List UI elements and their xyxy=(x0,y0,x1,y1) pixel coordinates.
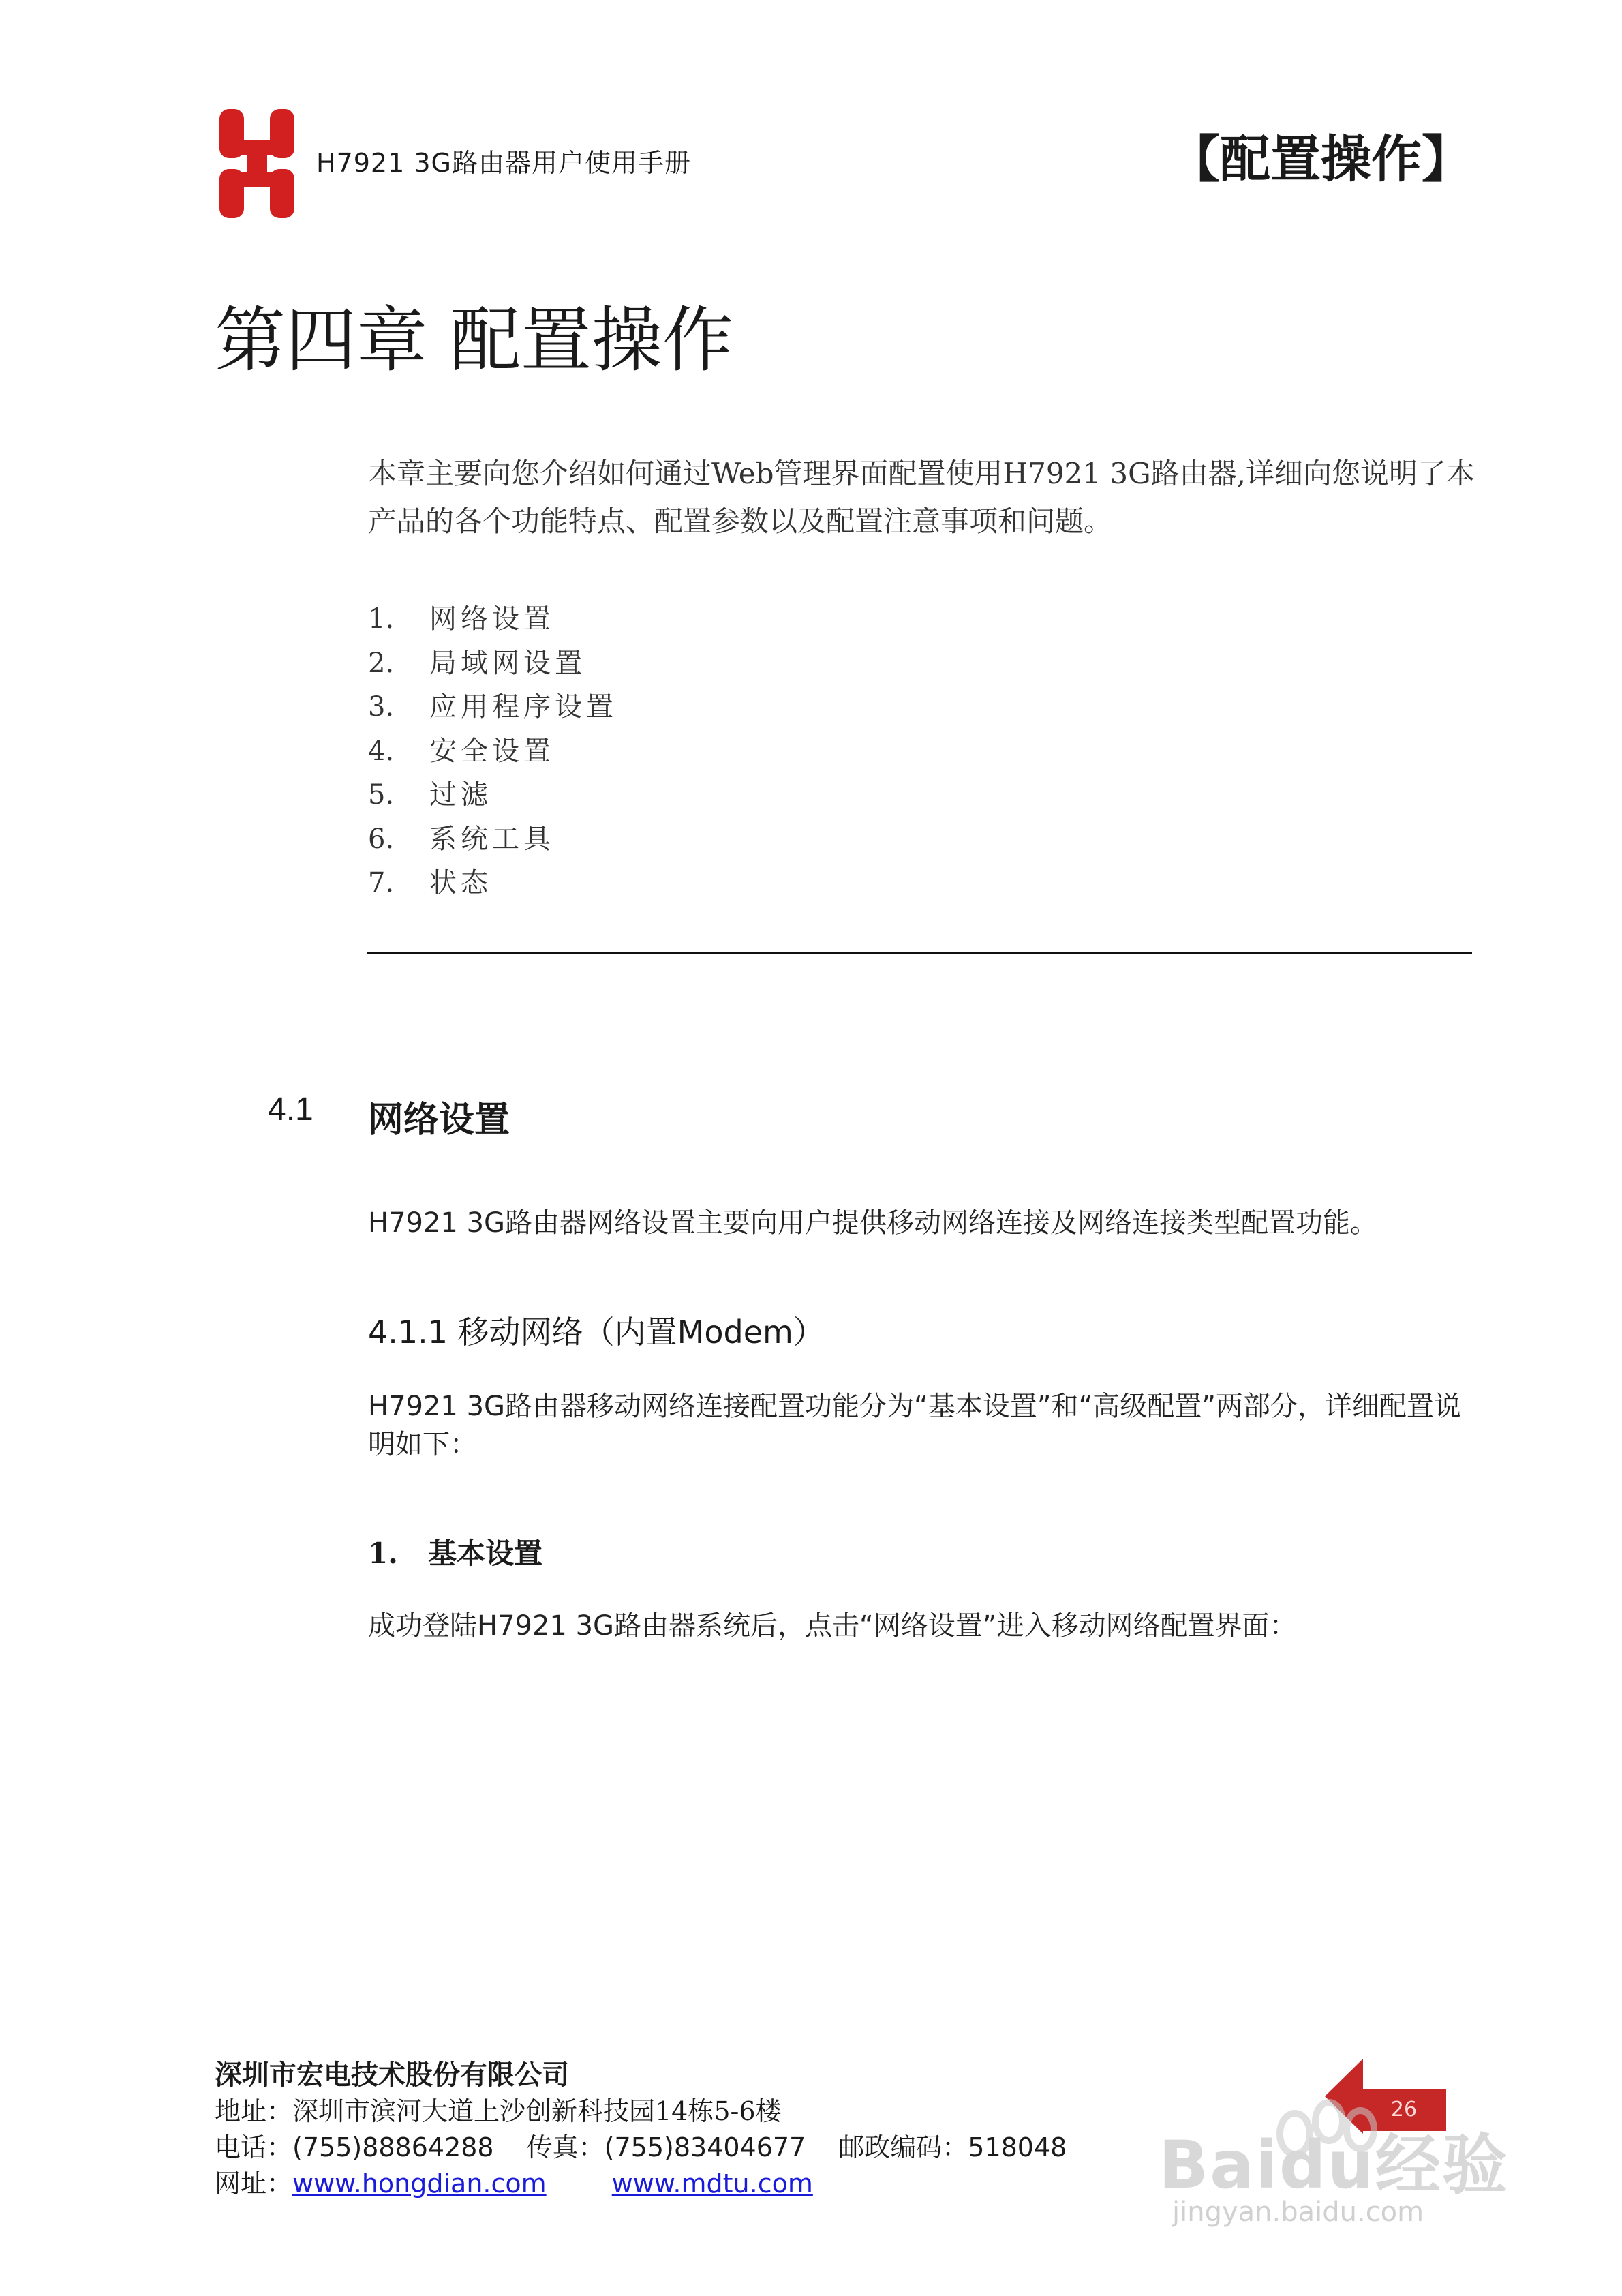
footer-zip: 518048 xyxy=(968,2132,1067,2162)
subsection-title: 4.1.1 移动网络（内置Modem） xyxy=(368,1314,825,1350)
basic-settings-number: 1. xyxy=(368,1537,398,1570)
footer-contact xyxy=(215,2130,1067,2166)
footer-zip-label: 邮政编码： xyxy=(838,2132,968,2162)
toc-item-number: 3. xyxy=(368,691,395,723)
toc-item-number: 5. xyxy=(368,779,395,811)
footer-fax: (755)83404677 xyxy=(604,2132,806,2162)
toc-item-label: 系统工具 xyxy=(429,823,555,855)
toc-item xyxy=(368,773,617,817)
footer-web-label: 网址： xyxy=(215,2169,293,2199)
company-logo xyxy=(219,109,294,218)
toc-item-number: 2. xyxy=(368,647,395,679)
section-divider xyxy=(367,952,1472,954)
watermark-url: jingyan.baidu.com xyxy=(1172,2196,1424,2228)
toc-item-number: 6. xyxy=(368,823,395,855)
toc-item xyxy=(368,817,617,862)
toc-item-number: 7. xyxy=(368,867,395,898)
toc-item-label: 应用程序设置 xyxy=(429,691,617,723)
toc-item-number: 1. xyxy=(368,603,395,635)
toc-item-label: 局域网设置 xyxy=(429,647,586,679)
header-section-tag: 【配置操作】 xyxy=(1169,130,1472,189)
toc-item-number: 4. xyxy=(368,735,395,767)
watermark-text: Baidu经验 xyxy=(1159,2127,1509,2203)
page-number-badge: 26 xyxy=(1362,2089,1446,2131)
chapter-intro: 本章主要向您介绍如何通过Web管理界面配置使用H7921 3G路由器,详细向您说明了本产品的各个功能特点、配置参数以及配置注意事项和问题。 xyxy=(368,457,1475,538)
subsection-text: H7921 3G路由器移动网络连接配置功能分为“基本设置”和“高级配置”两部分，详细配置说明如下： xyxy=(368,1391,1461,1460)
toc-item-label: 网络设置 xyxy=(429,603,555,635)
page-footer xyxy=(215,2057,1067,2202)
basic-settings-text: 成功登陆H7921 3G路由器系统后，点击“网络设置”进入移动网络配置界面： xyxy=(368,1610,1297,1642)
section-description: H7921 3G路由器网络设置主要向用户提供移动网络连接及网络连接类型配置功能。 xyxy=(368,1207,1378,1239)
header-doc-title: H7921 3G路由器用户使用手册 xyxy=(316,148,691,178)
footer-address: 地址：深圳市滨河大道上沙创新科技园14栋5-6楼 xyxy=(215,2096,782,2126)
toc-item xyxy=(368,685,617,729)
toc-item xyxy=(368,641,617,686)
chapter-title: 第四章 配置操作 xyxy=(215,299,734,382)
footer-link-mdtu[interactable]: www.mdtu.com xyxy=(611,2169,813,2199)
toc-item-label: 过滤 xyxy=(429,779,492,811)
footer-fax-label: 传真： xyxy=(526,2132,605,2162)
footer-web xyxy=(215,2166,1067,2202)
footer-phone-label: 电话： xyxy=(215,2132,293,2162)
section-number: 4.1 xyxy=(268,1091,313,1128)
toc-item xyxy=(368,729,617,774)
toc-item-label: 安全设置 xyxy=(429,735,555,767)
footer-link-hongdian[interactable]: www.hongdian.com xyxy=(292,2169,547,2199)
chapter-toc xyxy=(368,597,617,905)
toc-item xyxy=(368,861,617,905)
toc-item-label: 状态 xyxy=(429,867,492,898)
toc-item xyxy=(368,597,617,641)
footer-company: 深圳市宏电技术股份有限公司 xyxy=(215,2059,569,2091)
basic-settings-heading xyxy=(368,1531,542,1572)
basic-settings-title: 基本设置 xyxy=(428,1537,543,1570)
footer-phone: (755)88864288 xyxy=(292,2132,494,2162)
section-title: 网络设置 xyxy=(368,1100,510,1141)
